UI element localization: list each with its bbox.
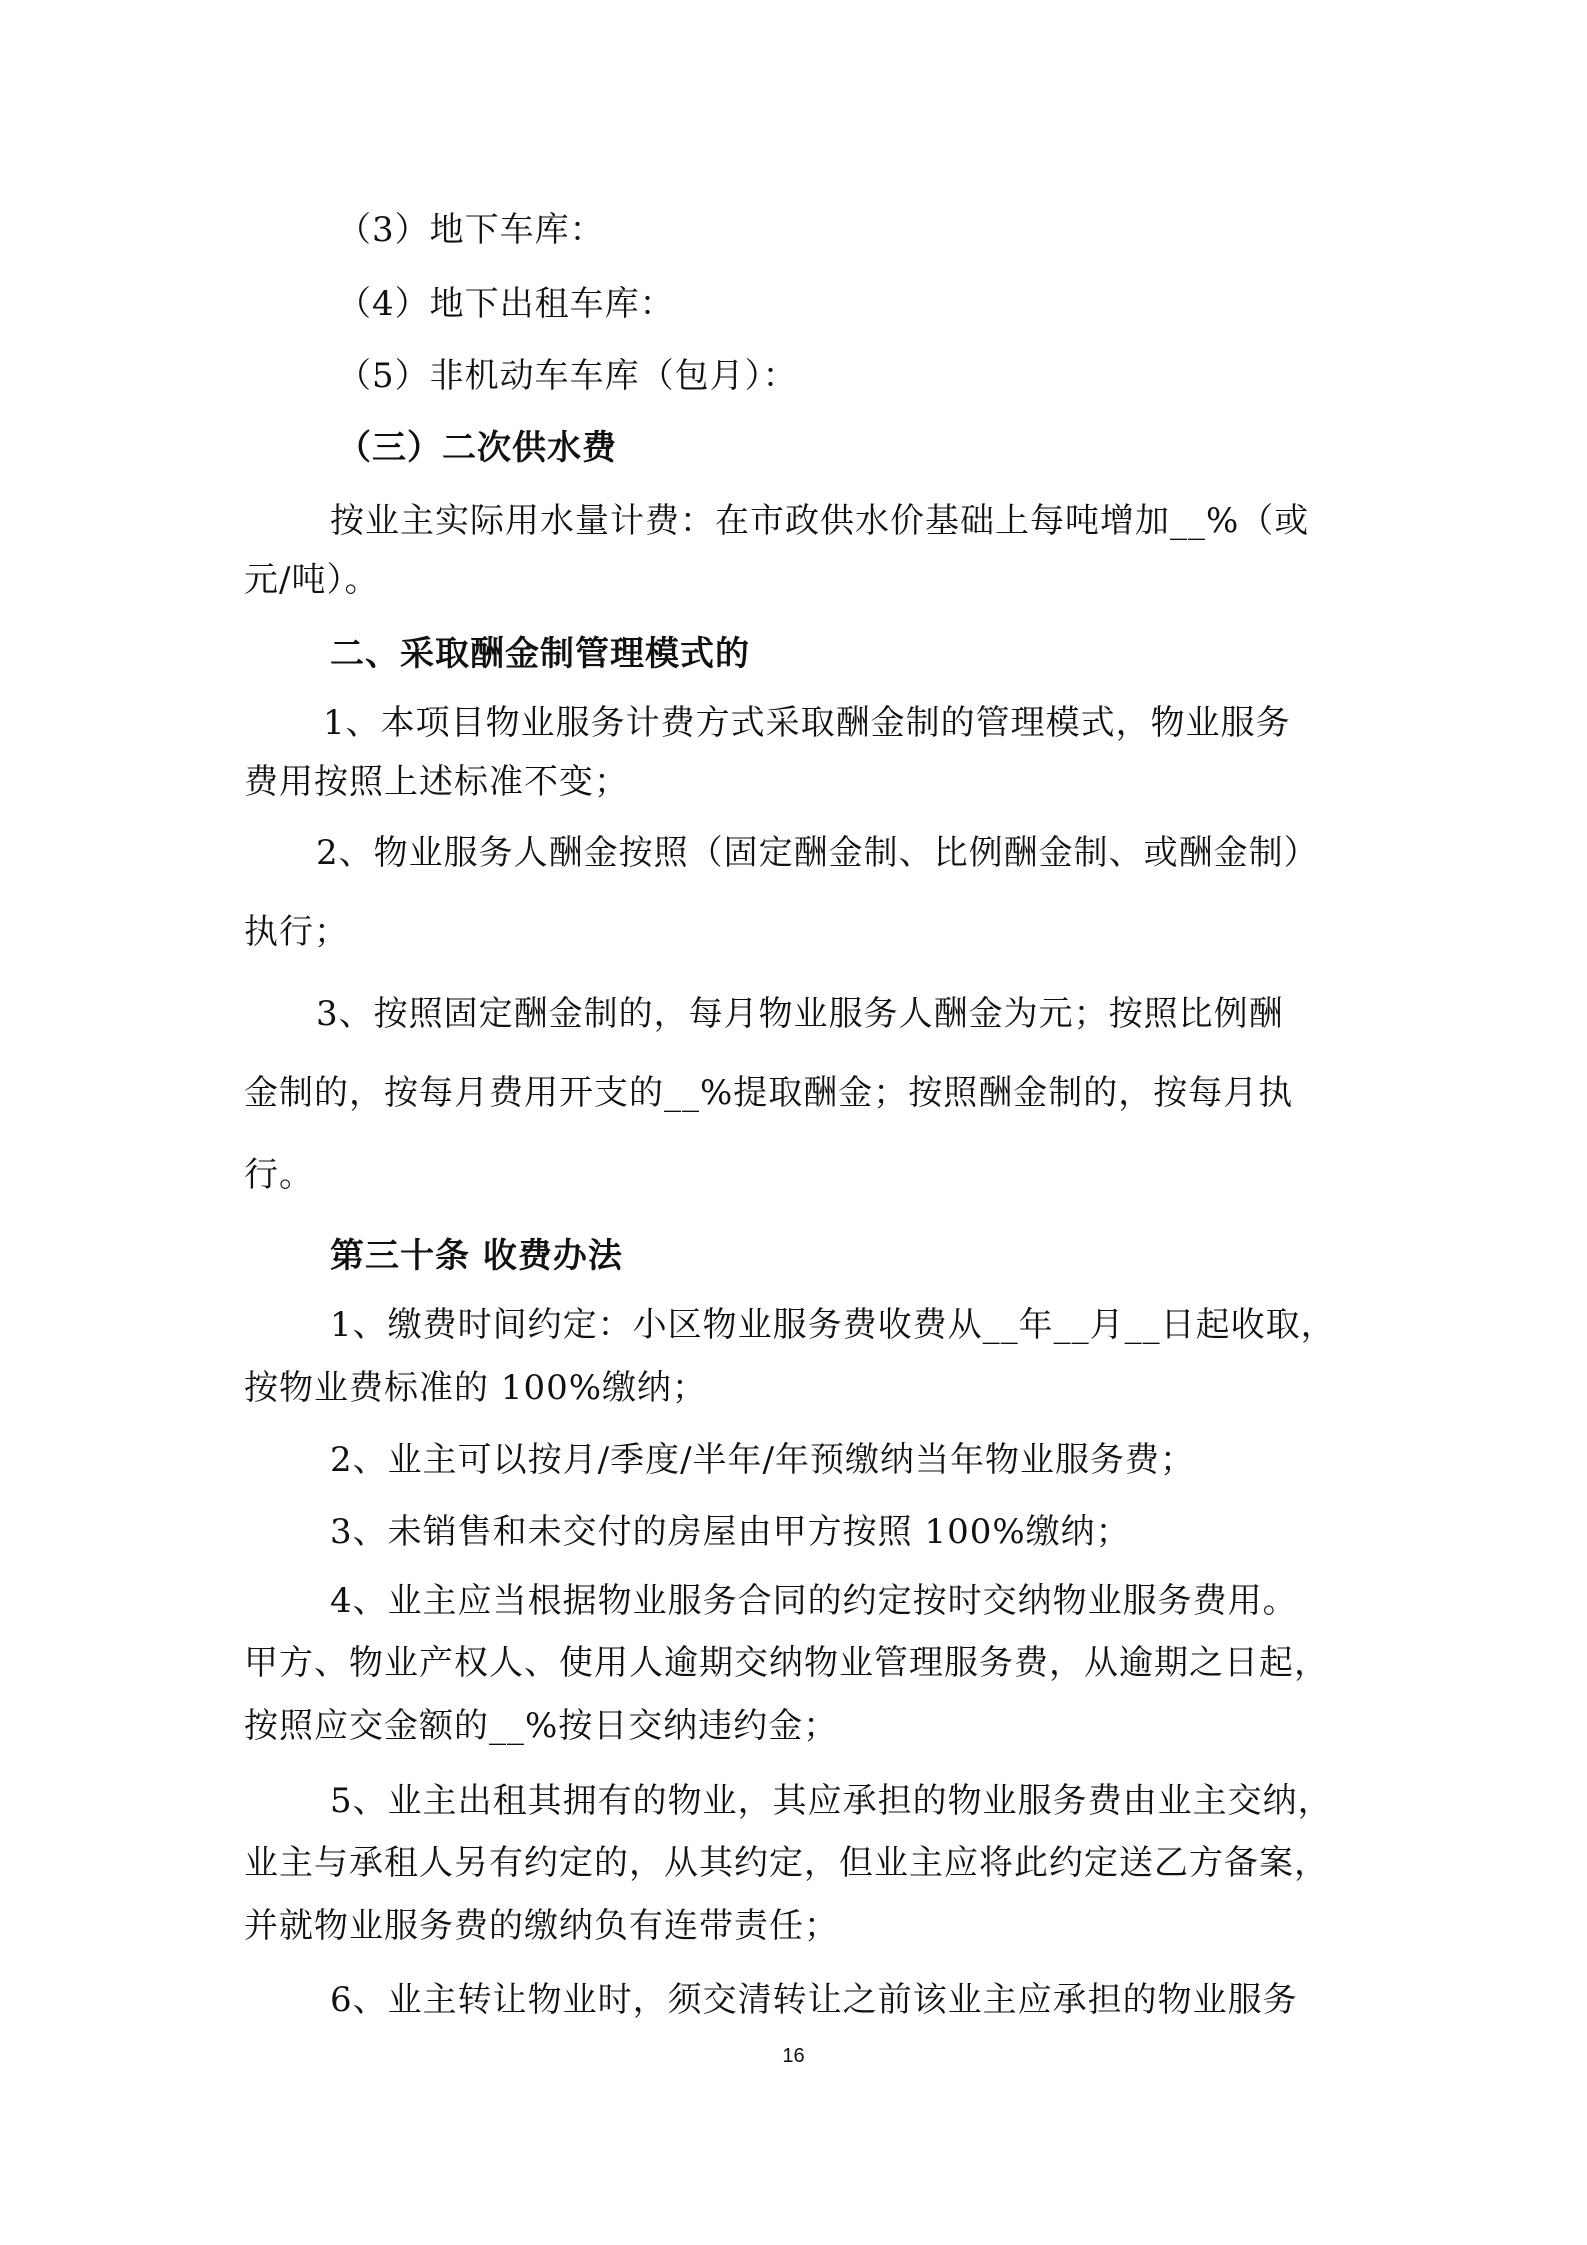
paragraph-line: 2、物业服务人酬金按照（固定酬金制、比例酬金制、或酬金制） — [316, 833, 1319, 873]
paragraph-line: 业主与承租人另有约定的，从其约定，但业主应将此约定送乙方备案， — [244, 1843, 1329, 1883]
paragraph-line: 甲方、物业产权人、使用人逾期交纳物业管理服务费，从逾期之日起， — [244, 1643, 1329, 1683]
paragraph-line: 1、缴费时间约定：小区物业服务费收费从__年__月__日起收取， — [330, 1305, 1336, 1345]
paragraph-line: 按业主实际用水量计费：在市政供水价基础上每吨增加__%（或 — [330, 501, 1310, 541]
text-line-parking-rental: （4）地下出租车库： — [337, 284, 675, 324]
paragraph-line: 2、业主可以按月/季度/半年/年预缴纳当年物业服务费； — [330, 1440, 1195, 1480]
paragraph-line: 1、本项目物业服务计费方式采取酬金制的管理模式，物业服务 — [323, 703, 1291, 743]
paragraph-line: 金制的，按每月费用开支的__%提取酬金；按照酬金制的，按每月执 — [244, 1073, 1294, 1113]
paragraph-line: 并就物业服务费的缴纳负有连带责任； — [244, 1906, 839, 1946]
article-heading-fee-collection: 第三十条 收费办法 — [330, 1236, 623, 1276]
page-number: 16 — [782, 2045, 805, 2067]
paragraph-line: 4、业主应当根据物业服务合同的约定按时交纳物业服务费用。 — [330, 1581, 1298, 1621]
paragraph-line: 行。 — [244, 1155, 314, 1195]
text-line-nonmotor-parking: （5）非机动车车库（包月）： — [337, 356, 798, 396]
section-heading-commission: 二、采取酬金制管理模式的 — [330, 634, 750, 674]
paragraph-line: 3、按照固定酬金制的，每月物业服务人酬金为元；按照比例酬 — [316, 994, 1284, 1034]
paragraph-line: 6、业主转让物业时，须交清转让之前该业主应承担的物业服务 — [330, 1980, 1298, 2020]
paragraph-line: 按物业费标准的 100%缴纳； — [244, 1368, 708, 1408]
paragraph-line: 按照应交金额的__%按日交纳违约金； — [244, 1706, 839, 1746]
paragraph-line: 元/吨）。 — [244, 560, 380, 600]
paragraph-line: 5、业主出租其拥有的物业，其应承担的物业服务费由业主交纳， — [330, 1781, 1333, 1821]
text-line-parking-basement: （3）地下车库： — [337, 210, 605, 250]
paragraph-line: 3、未销售和未交付的房屋由甲方按照 100%缴纳； — [330, 1512, 1131, 1552]
paragraph-line: 费用按照上述标准不变； — [244, 762, 629, 802]
section-heading-secondary-water: （三）二次供水费 — [337, 428, 617, 468]
paragraph-line: 执行； — [244, 912, 349, 952]
